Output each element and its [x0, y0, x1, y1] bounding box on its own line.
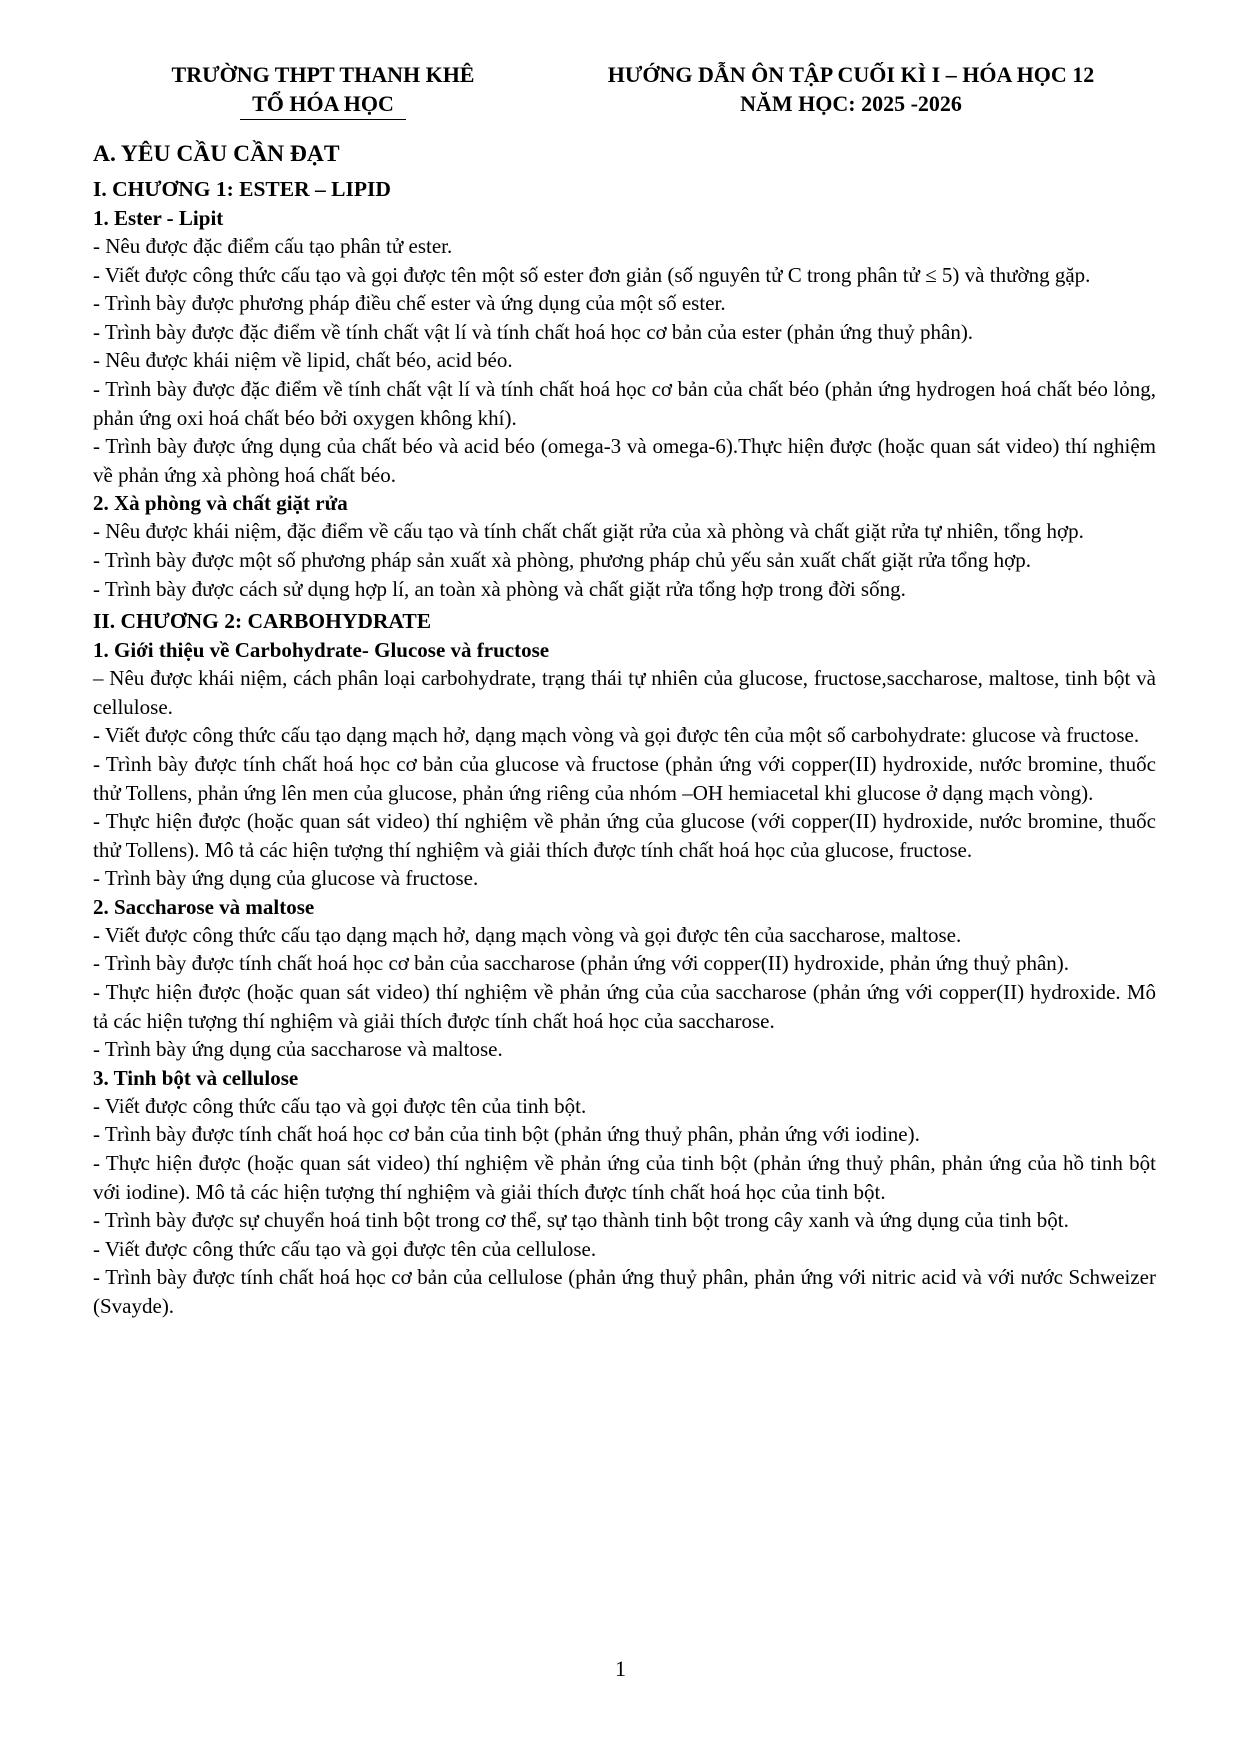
header-right	[546, 60, 1156, 120]
list-item: - Trình bày được tính chất hoá học cơ bản của saccharose (phản ứng với copper(II) hydroxide, phản ứng thuỷ phân).	[93, 951, 1070, 976]
document-page	[93, 60, 1156, 1321]
list-item: - Trình bày ứng dụng của saccharose và maltose.	[93, 1037, 503, 1062]
header-left	[93, 60, 533, 120]
list-item: - Viết được công thức cấu tạo và gọi được tên của cellulose.	[93, 1236, 597, 1261]
list-item: - Thực hiện được (hoặc quan sát video) thí nghiệm về phản ứng của của saccharose (phản ứng với copper(II) hydroxide. Mô tả các hiện tượng thí nghiệm và giải thích được tính chất hoá học của saccharose.	[93, 980, 1156, 1033]
list-item: - Viết được công thức cấu tạo dạng mạch hở, dạng mạch vòng và gọi được tên của một số carbohydrate: glucose và fructose.	[93, 723, 1140, 748]
subsection-heading: 2. Xà phòng và chất giặt rửa	[93, 491, 348, 516]
list-item: - Viết được công thức cấu tạo và gọi được tên của tinh bột.	[93, 1093, 587, 1118]
subsection-heading: 1. Giới thiệu về Carbohydrate- Glucose và fructose	[93, 638, 550, 663]
subsection-heading: 2. Saccharose và maltose	[93, 894, 315, 919]
list-item: - Viết được công thức cấu tạo dạng mạch hở, dạng mạch vòng và gọi được tên của saccharose, maltose.	[93, 922, 962, 947]
school-name: TRƯỜNG THPT THANH KHÊ	[171, 62, 475, 87]
chapter-1-heading: I. CHƯƠNG 1: ESTER – LIPID	[93, 177, 391, 201]
list-item: - Trình bày được phương pháp điều chế ester và ứng dụng của một số ester.	[93, 291, 726, 316]
school-year: NĂM HỌC: 2025 -2026	[740, 91, 962, 116]
list-item: - Nêu được khái niệm, đặc điểm về cấu tạo và tính chất chất giặt rửa của xà phòng và chất giặt rửa tự nhiên, tổng hợp.	[93, 519, 1084, 544]
list-item: - Viết được công thức cấu tạo và gọi được tên một số ester đơn giản (số nguyên tử C trong phân tử ≤ 5) và thường gặp.	[93, 262, 1091, 287]
list-item: - Trình bày ứng dụng của glucose và fructose.	[93, 866, 479, 891]
list-item: - Nêu được đặc điểm cấu tạo phân tử ester.	[93, 234, 453, 258]
list-item: - Thực hiện được (hoặc quan sát video) thí nghiệm về phản ứng của glucose (với copper(II) hydroxide, nước bromine, thuốc thử Tollens). Mô tả các hiện tượng thí nghiệm và giải thích được tính chất hoá học của glucose, fructose.	[93, 809, 1156, 862]
list-item: - Trình bày được cách sử dụng hợp lí, an toàn xà phòng và chất giặt rửa tổng hợp trong đời sống.	[93, 576, 906, 601]
list-item: - Trình bày được đặc điểm về tính chất vật lí và tính chất hoá học cơ bản của ester (phản ứng thuỷ phân).	[93, 319, 974, 344]
document-header	[93, 60, 1156, 120]
subsection-heading: 3. Tinh bột và cellulose	[93, 1065, 299, 1090]
list-item: - Trình bày được tính chất hoá học cơ bản của cellulose (phản ứng thuỷ phân, phản ứng với nitric acid và với nước Schweizer (Svayde).	[93, 1265, 1156, 1318]
list-item: - Nêu được khái niệm về lipid, chất béo, acid béo.	[93, 348, 513, 373]
list-item: - Trình bày được ứng dụng của chất béo và acid béo (omega-3 và omega-6).Thực hiện được (hoặc quan sát video) thí nghiệm về phản ứng xà phòng hoá chất béo.	[93, 434, 1156, 487]
list-item: - Trình bày được tính chất hoá học cơ bản của tinh bột (phản ứng thuỷ phân, phản ứng với iodine).	[93, 1122, 920, 1147]
list-item: - Trình bày được đặc điểm về tính chất vật lí và tính chất hoá học cơ bản của chất béo (phản ứng hydrogen hoá chất béo lỏng, phản ứng oxi hoá chất béo bởi oxygen không khí).	[93, 376, 1156, 430]
document-title: HƯỚNG DẪN ÔN TẬP CUỐI KÌ I – HÓA HỌC 12	[607, 62, 1095, 87]
list-item: - Trình bày được một số phương pháp sản xuất xà phòng, phương pháp chủ yếu sản xuất chất giặt rửa tổng hợp.	[93, 547, 1031, 572]
section-a-heading: A. YÊU CẦU CẦN ĐẠT	[93, 141, 340, 167]
list-item: - Thực hiện được (hoặc quan sát video) thí nghiệm về phản ứng của tinh bột (phản ứng thuỷ phân, phản ứng của hồ tinh bột với iodine). Mô tả các hiện tượng thí nghiệm và giải thích được tính chất hoá học của tinh bột.	[93, 1151, 1156, 1204]
list-item: – Nêu được khái niệm, cách phân loại carbohydrate, trạng thái tự nhiên của glucose, fructose,saccharose, maltose, tinh bột và cellulose.	[93, 666, 1156, 719]
page-number: 1	[615, 1656, 626, 1681]
department-name: TỔ HÓA HỌC	[240, 89, 406, 120]
list-item: - Trình bày được sự chuyển hoá tinh bột trong cơ thể, sự tạo thành tinh bột trong cây xanh và ứng dụng của tinh bột.	[93, 1208, 1069, 1233]
subsection-heading: 1. Ester - Lipit	[93, 206, 224, 230]
list-item: - Trình bày được tính chất hoá học cơ bản của glucose và fructose (phản ứng với copper(II) hydroxide, nước bromine, thuốc thử Tollens, phản ứng lên men của glucose, phản ứng riêng của nhóm –OH hemiacetal khi glucose ở dạng mạch vòng).	[93, 751, 1156, 805]
chapter-2-heading: II. CHƯƠNG 2: CARBOHYDRATE	[93, 609, 432, 634]
